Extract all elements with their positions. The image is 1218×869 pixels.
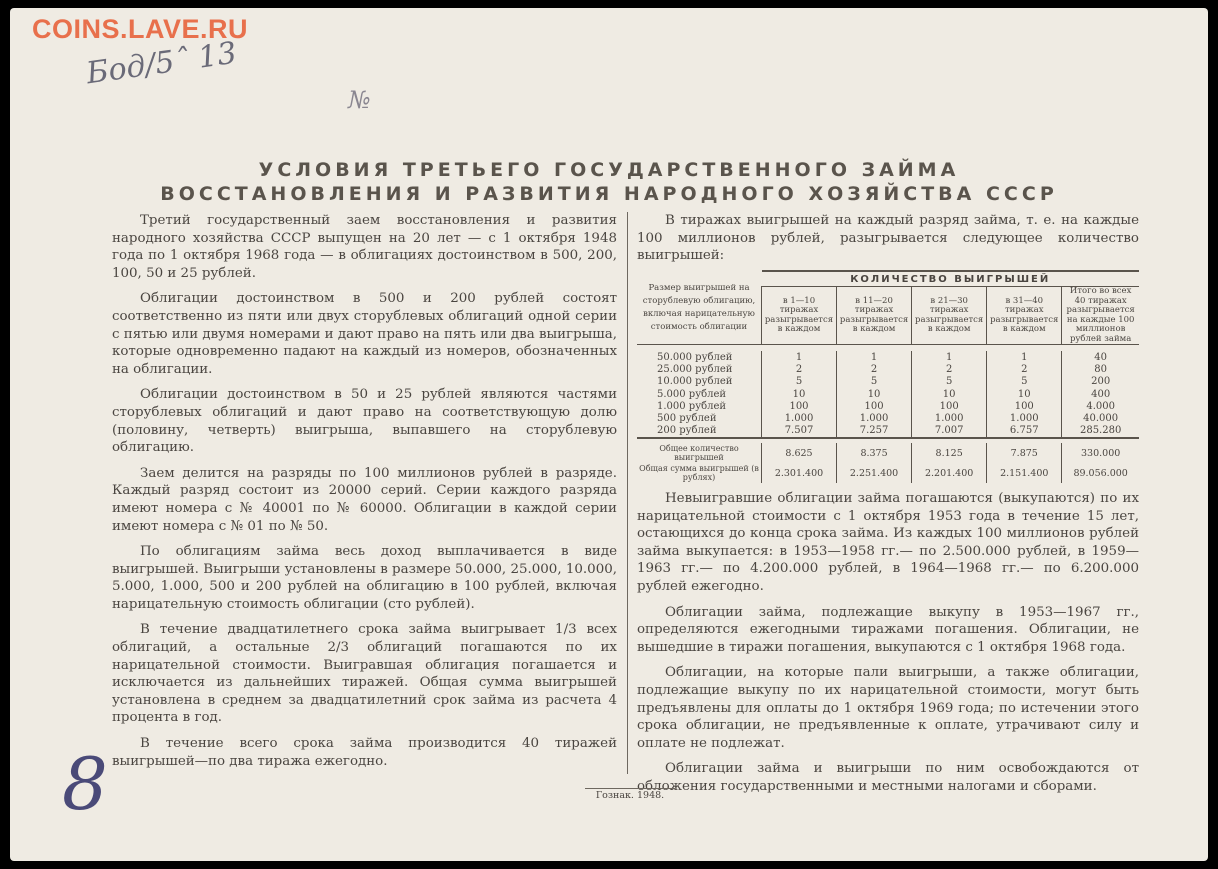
table-row [637, 425, 1139, 438]
table-cell: 1.000 [912, 412, 987, 424]
table-cell: Общая сумма выигрышей (в рублях) [639, 464, 759, 483]
table-cell: 89.056.000 [1062, 463, 1139, 483]
right-intro-text: В тиражах выигрышей на каждый разряд займа, т. е. на каждые 100 миллионов рублей, разыгрывается следующее количество выигрышей: [637, 213, 1139, 264]
right-paragraph: Невыигравшие облигации займа погашаются (выкупаются) по их нарицательной стоимости с 1 октября 1953 года в течение 15 лет, остающихся до конца срока займа. Из каждых 100 миллионов рублей займа выкупается: в 1953—1958 гг.— по 2.500.000 рублей, в 1959—1963 гг.— по 4.200.000 рублей, в 1964—1968 гг.— по 6.200.000 рублей ежегодно. [637, 491, 1139, 594]
left-paragraph: Третий государственный заем восстановления и развития народного хозяйства СССР выпущен на 20 лет — с 1 октября 1948 года по 1 октября 1968 года — в облигациях достоинством в 500, 200, 100, 50 и 25 рублей. [112, 213, 617, 281]
table-cell: Общее количество выигрышей [659, 444, 739, 463]
table-cell: 1.000 [987, 412, 1062, 424]
table-cell: 1 [912, 351, 987, 363]
right-intro [637, 212, 1139, 273]
column-divider [627, 212, 628, 774]
table-cell: 1 [762, 351, 837, 363]
left-column [112, 212, 617, 778]
table-cell: 1 [837, 351, 912, 363]
table-cell: 2 [987, 363, 1062, 375]
table-cell: 10.000 рублей [657, 376, 733, 388]
left-paragraph: По облигациям займа весь доход выплачивается в виде выигрышей. Выигрыши установлены в размере 50.000, 25.000, 10.000, 5.000, 1.000, 500 и 200 рублей на облигацию в 100 рублей, включая нарицательную стоимость облигации (сто рублей). [112, 544, 617, 612]
table-sub-header: в 1—10 тиражах разыгрывается в каждом [762, 287, 837, 345]
table-row [637, 400, 1139, 412]
left-paragraph: Заем делится на разряды по 100 миллионов рублей в разряде. Каждый разряд состоит из 20000 серий. Серии каждого разряда имеют номера с № 40001 по № 60000. Облигации в каждой серии имеют номера с № 01 по № 50. [112, 465, 617, 534]
table-sub-header: в 21—30 тиражах разыгрывается в каждом [912, 287, 987, 345]
table-cell: 5 [837, 376, 912, 388]
right-paragraph: Облигации, на которые пали выигрыши, а также облигации, подлежащие выкупу по их нарицательной стоимости, могут быть предъявлены для оплаты до 1 октября 1969 года; по истечении этого срока облигации, не предъявленные к оплате, утрачивают силу и оплате не подлежат. [637, 665, 1139, 751]
table-row [637, 376, 1139, 388]
table-cell: 100 [912, 400, 987, 412]
table-cell: 7.507 [762, 425, 837, 438]
table-cell: 500 рублей [657, 413, 717, 425]
printer-imprint: Гознак. 1948. [585, 788, 675, 801]
table-cell: 8.125 [912, 443, 987, 463]
table-cell: 1.000 [837, 412, 912, 424]
table-cell: 330.000 [1062, 443, 1139, 463]
table-cell: 2.251.400 [837, 463, 912, 483]
table-sub-header: Итого во всех 40 тиражах разыгрывается на каждые 100 миллионов рублей займа [1062, 287, 1139, 345]
left-paragraph: В течение двадцатилетнего срока займа выигрывает 1/3 всех облигаций, а остальные 2/3 облигаций погашаются по их нарицательной стоимости. Выигравшая облигация погашается и исключается из дальнейших тиражей. Общая сумма выигрышей установлена в среднем за двадцатилетний срок займа из расчета 4 процента в год. [112, 622, 617, 726]
table-cell: 5.000 рублей [657, 388, 727, 400]
right-paragraph: Облигации займа, подлежащие выкупу в 1953—1967 гг., определяются ежегодными тиражами погашения. Облигации, не вышедшие в тиражи погашения, выкупаются с 1 октября 1968 года. [637, 604, 1139, 655]
table-cell: 1 [987, 351, 1062, 363]
table-cell: 10 [837, 388, 912, 400]
table-cell: 80 [1062, 363, 1139, 375]
table-cell: 8.625 [762, 443, 837, 463]
table-cell: 100 [987, 400, 1062, 412]
table-cell: 6.757 [987, 425, 1062, 438]
table-cell: 8.375 [837, 443, 912, 463]
left-paragraph: Облигации достоинством в 500 и 200 рублей состоят соответственно из пяти или двух сторублевых облигаций одной серии с пятью или двумя номерами и дают право на пять или два выигрыша, которые одновременно падают на каждый из номеров, обозначенных на облигации. [112, 291, 617, 377]
table-cell: 4.000 [1062, 400, 1139, 412]
right-paragraph: Облигации займа и выигрыши по ним освобождаются от обложения государственными и местными налогами и сборами. [637, 761, 1139, 794]
table-cell: 1.000 рублей [657, 400, 727, 412]
table-cell: 1.000 [762, 412, 837, 424]
table-cell: 285.280 [1062, 425, 1139, 438]
table-row [637, 351, 1139, 363]
table-cell: 10 [762, 388, 837, 400]
handwritten-digit: 8 [62, 742, 108, 826]
table-cell: 2 [837, 363, 912, 375]
right-column [637, 490, 1139, 804]
table-cell: 2 [912, 363, 987, 375]
table-cell: 40 [1062, 351, 1139, 363]
table-cell: 400 [1062, 388, 1139, 400]
table-cell: 10 [987, 388, 1062, 400]
table-cell: 5 [987, 376, 1062, 388]
table-cell: 10 [912, 388, 987, 400]
winnings-table [637, 270, 1139, 483]
table-sub-header: в 11—20 тиражах разыгрывается в каждом [837, 287, 912, 345]
left-paragraph: В течение всего срока займа производится 40 тиражей выигрышей—по два тиража ежегодно. [112, 736, 617, 769]
table-cell: 200 рублей [657, 425, 717, 437]
table-cell: 2 [762, 363, 837, 375]
title-line-1: УСЛОВИЯ ТРЕТЬЕГО ГОСУДАРСТВЕННОГО ЗАЙМА [258, 159, 960, 181]
title-line-2: ВОССТАНОВЛЕНИЯ И РАЗВИТИЯ НАРОДНОГО ХОЗЯЙСТВА СССР [160, 183, 1058, 205]
table-cell: 2.301.400 [762, 463, 837, 483]
table-cell: 5 [912, 376, 987, 388]
table-cell: 50.000 рублей [657, 351, 733, 363]
table-cell: 5 [762, 376, 837, 388]
site-watermark: COINS.LAVE.RU [32, 14, 249, 44]
table-cell: 200 [1062, 376, 1139, 388]
table-total-row [637, 443, 1139, 463]
table-cell: 40.000 [1062, 412, 1139, 424]
table-cell: 7.875 [987, 443, 1062, 463]
table-lead-header: Размер выигрышей на сторублевую облигацию, включая нарицательную стоимость облигации [642, 282, 756, 332]
table-total-row [637, 463, 1139, 483]
table-cell: 100 [837, 400, 912, 412]
table-row [637, 412, 1139, 424]
handwritten-note-top: Бод/5ˆ 13 [84, 35, 239, 92]
table-cell: 100 [762, 400, 837, 412]
table-group-header: КОЛИЧЕСТВО ВЫИГРЫШЕЙ [762, 271, 1140, 287]
table-cell: 2.151.400 [987, 463, 1062, 483]
table-cell: 7.007 [912, 425, 987, 438]
table-cell: 2.201.400 [912, 463, 987, 483]
table-sub-header: в 31—40 тиражах разыгрывается в каждом [987, 287, 1062, 345]
table-cell: 25.000 рублей [657, 363, 733, 375]
handwritten-number-mark: № [348, 86, 371, 114]
table-row [637, 363, 1139, 375]
table-row [637, 388, 1139, 400]
left-paragraph: Облигации достоинством в 50 и 25 рублей являются частями сторублевых облигаций и дают право на соответствующую долю (половину, четверть) выигрыша, выпавшего на сторублевую облигацию. [112, 387, 617, 456]
table-cell: 7.257 [837, 425, 912, 438]
